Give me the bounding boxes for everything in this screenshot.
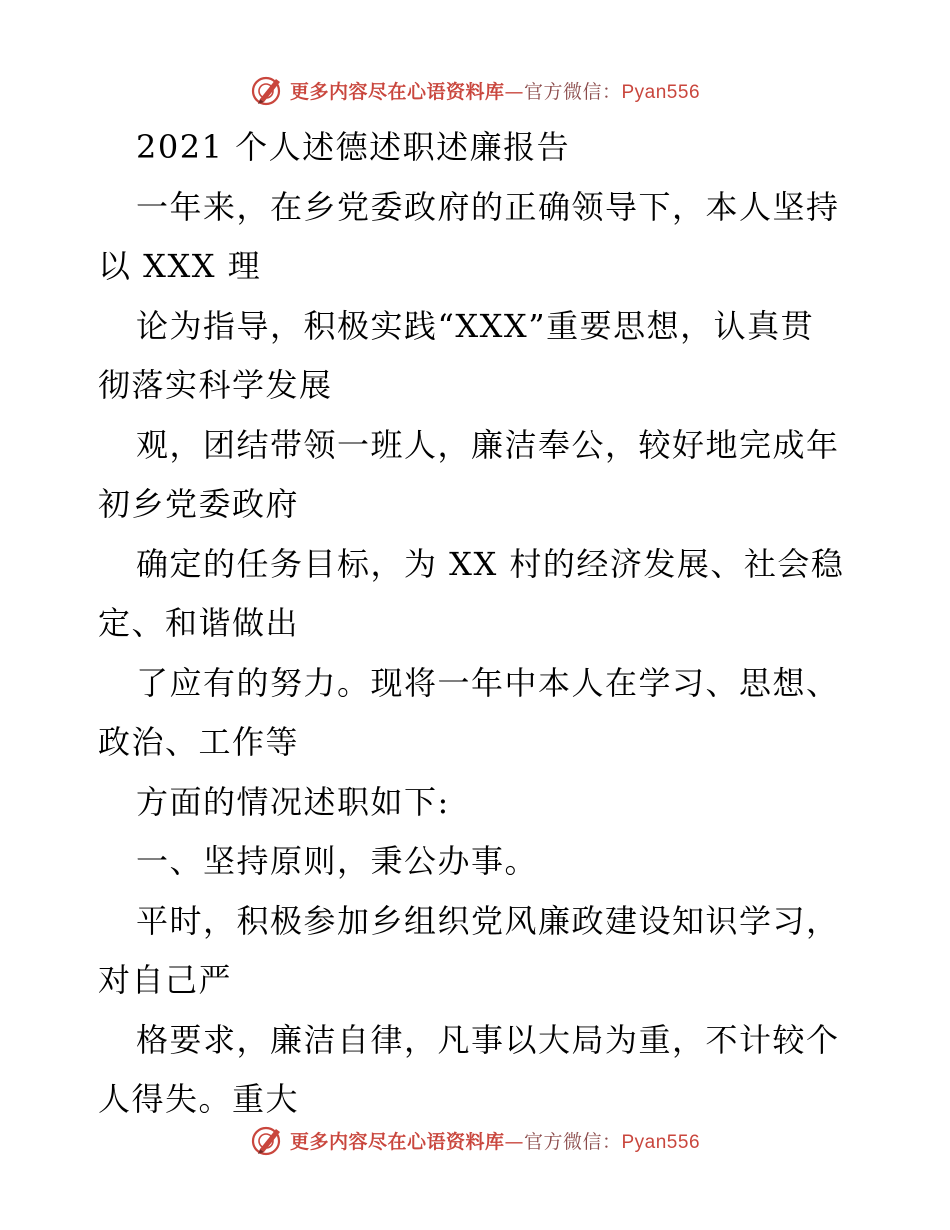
text-line: 格要求，廉洁自律，凡事以大局为重，不计较个 (136, 1020, 840, 1059)
text-line: 一年来，在乡党委政府的正确领导下，本人坚持 (136, 187, 840, 226)
text-line: 人得失。重大 (98, 1080, 300, 1118)
text-line: 方面的情况述职如下: (136, 782, 450, 821)
text-line: 初乡党委政府 (98, 485, 300, 523)
text-line: 以 XXX 理 (98, 247, 262, 285)
text-line: 彻落实科学发展 (98, 366, 333, 404)
banner-dash: — (504, 80, 524, 103)
section-heading: 一、坚持原则，秉公办事。 (136, 842, 539, 880)
text-line: 论为指导，积极实践“XXX”重要思想，认真贯 (136, 306, 815, 345)
banner-main-text: 更多内容尽在心语资料库 (289, 1130, 505, 1153)
text-line: 确定的任务目标，为 XX 村的经济发展、社会稳 (136, 544, 845, 583)
header-watermark-banner (0, 70, 950, 110)
text-line: 定、和谐做出 (98, 604, 300, 642)
banner-text (290, 1127, 700, 1154)
banner-main-text: 更多内容尽在心语资料库 (289, 80, 505, 103)
banner-wechat-label: 官方微信： (523, 80, 622, 103)
banner-wechat-id: Pyan556 (621, 1131, 701, 1153)
text-line: 对自己严 (98, 961, 233, 999)
banner-wechat-label: 官方微信： (523, 1130, 622, 1153)
text-line: 了应有的努力。现将一年中本人在学习、思想、 (136, 663, 840, 702)
document-body (98, 118, 888, 1130)
text-line: 观，团结带领一班人，廉洁奉公，较好地完成年 (136, 425, 840, 464)
banner-dash: — (504, 1130, 524, 1153)
pen-logo-icon (250, 73, 284, 107)
pen-logo-icon (250, 1123, 284, 1157)
text-line: 平时，积极参加乡组织党风廉政建设知识学习， (136, 901, 840, 940)
banner-text (290, 77, 700, 104)
banner-wechat-id: Pyan556 (621, 81, 701, 103)
document-title: 2021 个人述德述职述廉报告 (136, 128, 571, 166)
footer-watermark-banner (0, 1120, 950, 1160)
text-line: 政治、工作等 (98, 723, 300, 761)
